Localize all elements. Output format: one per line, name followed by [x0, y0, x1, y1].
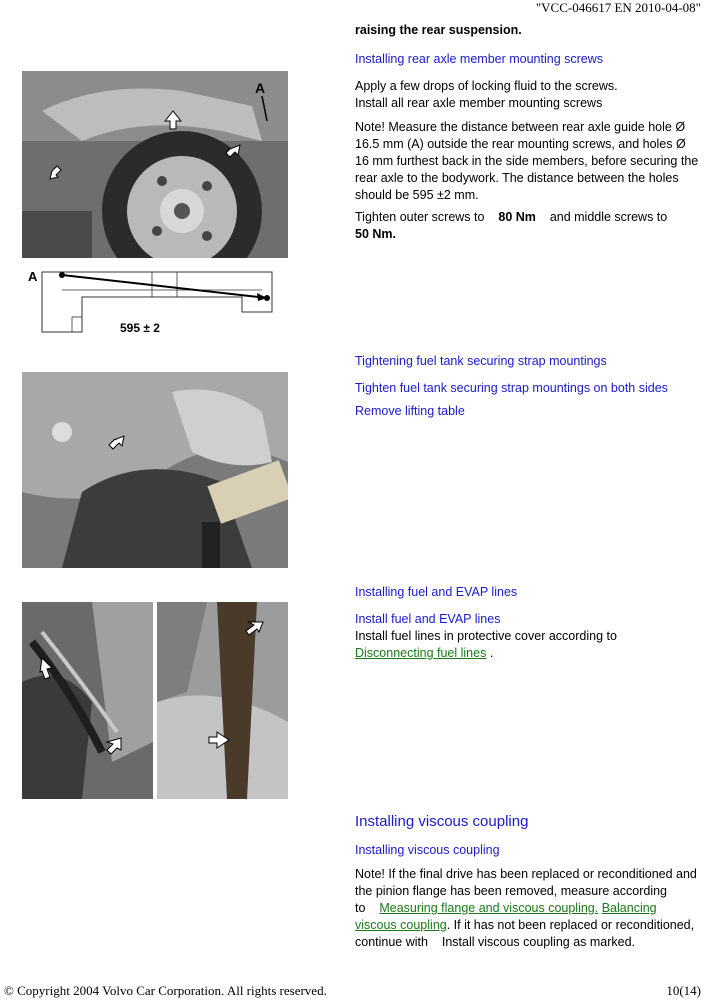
note-measure-distance: Note! Measure the distance between rear axle guide hole Ø 16.5 mm (A) outside the rear mounting screws, and holes Ø 16 mm furthest back in the side members, before securing the rear axle to the bodywork. The distance between the holes should be 595 ±2 mm. [355, 120, 699, 202]
link-disconnecting-fuel-lines[interactable]: Disconnecting fuel lines [355, 646, 487, 660]
fuel-lines-photo-left [22, 602, 153, 799]
axle-measurement-diagram [22, 262, 288, 344]
note-viscous-c: Install viscous coupling as marked. [441, 935, 636, 949]
torque-outer-value: 80 Nm [498, 210, 536, 224]
link-balancing-viscous-coupling[interactable]: Balancing viscous coupling [355, 901, 657, 932]
step-tighten-straps: Tighten fuel tank securing strap mountings on both sides [355, 381, 668, 395]
fuel-lines-after: . [489, 646, 494, 660]
torque-prefix: Tighten outer screws to [355, 210, 485, 224]
figure-label-a: A [255, 80, 266, 96]
fuel-lines-instruction [355, 628, 700, 662]
section-subheading-viscous-coupling: Installing viscous coupling [355, 843, 500, 857]
step-remove-lifting-table: Remove lifting table [355, 404, 465, 418]
diagram-dimension: 595 ± 2 [120, 321, 160, 335]
link-measuring-flange[interactable]: Measuring flange and viscous coupling. [379, 901, 599, 915]
footer-copyright: © Copyright 2004 Volvo Car Corporation. All rights reserved. [4, 983, 327, 998]
rear-axle-photo [22, 71, 288, 258]
step-install-fuel-evap: Install fuel and EVAP lines [355, 612, 501, 626]
section-heading-viscous-coupling: Installing viscous coupling [355, 813, 529, 830]
fuel-tank-strap-photo [22, 372, 288, 568]
section-title-fuel-tank: Tightening fuel tank securing strap mountings [355, 354, 607, 368]
torque-middle-value: 50 Nm. [355, 227, 396, 241]
note-viscous-b: . If it has not been replaced or reconditioned, continue with [355, 918, 695, 949]
torque-instruction [355, 209, 700, 243]
note-viscous-a: Note! If the final drive has been replaced or reconditioned and the pinion flange has been removed, measure according to [355, 867, 697, 915]
footer-page-number: 10(14) [666, 983, 701, 998]
fuel-lines-photo-right [157, 602, 288, 799]
step-locking-fluid: Apply a few drops of locking fluid to the screws. [355, 79, 618, 93]
torque-mid-prefix: and middle screws to [549, 210, 668, 224]
note-viscous-coupling [355, 866, 700, 951]
lead-text: raising the rear suspension. [355, 23, 522, 37]
diagram-label-a: A [28, 269, 38, 284]
section-title-fuel-evap: Installing fuel and EVAP lines [355, 585, 518, 599]
step-install-screws: Install all rear axle member mounting screws [355, 96, 603, 110]
fuel-lines-text: Install fuel lines in protective cover according to [355, 629, 617, 643]
document-id: "VCC-046617 EN 2010-04-08" [535, 0, 701, 15]
section-title-axle-screws: Installing rear axle member mounting screws [355, 52, 604, 66]
